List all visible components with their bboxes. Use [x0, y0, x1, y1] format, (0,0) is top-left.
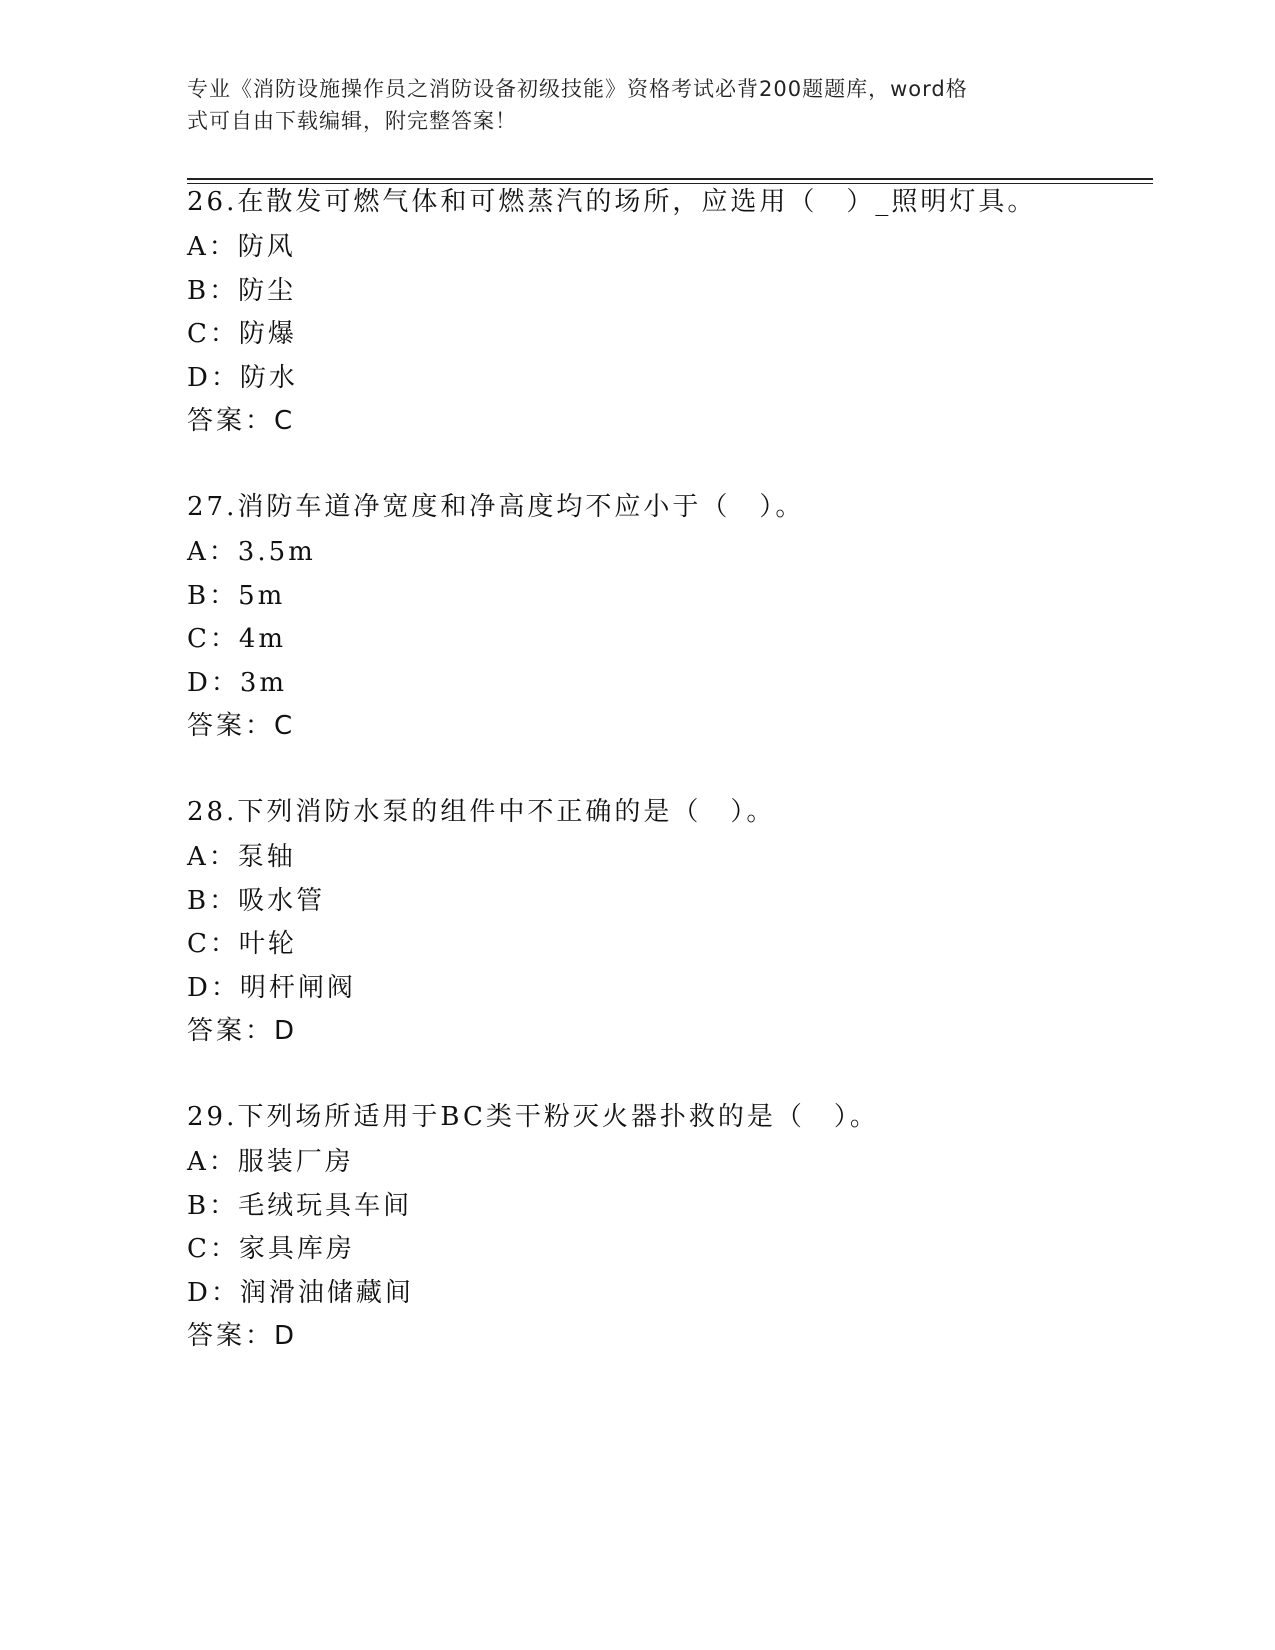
header-line-1: 专业《消防设施操作员之消防设备初级技能》资格考试必背200题题库，word格 [187, 77, 968, 101]
option-b: B：防尘 [187, 276, 297, 306]
option-a: A：3.5m [187, 537, 316, 567]
option-c: C：家具库房 [187, 1234, 355, 1264]
question-title: 28.下列消防水泵的组件中不正确的是（ ）。 [187, 797, 776, 827]
option-a: A：服装厂房 [187, 1147, 354, 1177]
answer-label: 答案： [187, 1321, 275, 1351]
question-title: 29.下列场所适用于BC类干粉灭火器扑救的是（ ）。 [187, 1102, 879, 1132]
question-title: 26.在散发可燃气体和可燃蒸汽的场所，应选用（ ）_照明灯具。 [187, 187, 1037, 217]
option-a: A：防风 [187, 232, 296, 262]
question-title: 27.消防车道净宽度和净高度均不应小于（ ）。 [187, 492, 805, 522]
option-d: D：润滑油储藏间 [187, 1278, 414, 1308]
answer-value: D [274, 1321, 296, 1351]
answer-label: 答案： [187, 1016, 275, 1046]
option-a: A：泵轴 [187, 842, 296, 872]
option-d: D：防水 [187, 363, 298, 393]
option-d: D：3m [187, 668, 288, 698]
header-divider-thin [187, 183, 1153, 184]
option-b: B：毛绒玩具车间 [187, 1191, 413, 1221]
answer-value: C [274, 406, 294, 436]
answer-label: 答案： [187, 406, 275, 436]
answer-value: D [274, 1016, 296, 1046]
answer [187, 1015, 295, 1047]
option-c: C：叶轮 [187, 929, 297, 959]
header-line-2: 式可自由下载编辑，附完整答案！ [187, 109, 517, 133]
option-c: C：4m [187, 624, 287, 654]
document-header [187, 73, 1067, 137]
answer [187, 710, 293, 742]
option-d: D：明杆闸阀 [187, 973, 356, 1003]
answer-label: 答案： [187, 711, 275, 741]
option-b: B：吸水管 [187, 886, 326, 916]
answer [187, 1320, 295, 1352]
answer-value: C [274, 711, 294, 741]
option-b: B：5m [187, 581, 286, 611]
option-c: C：防爆 [187, 319, 297, 349]
answer [187, 405, 293, 437]
header-divider-thick [187, 178, 1153, 180]
